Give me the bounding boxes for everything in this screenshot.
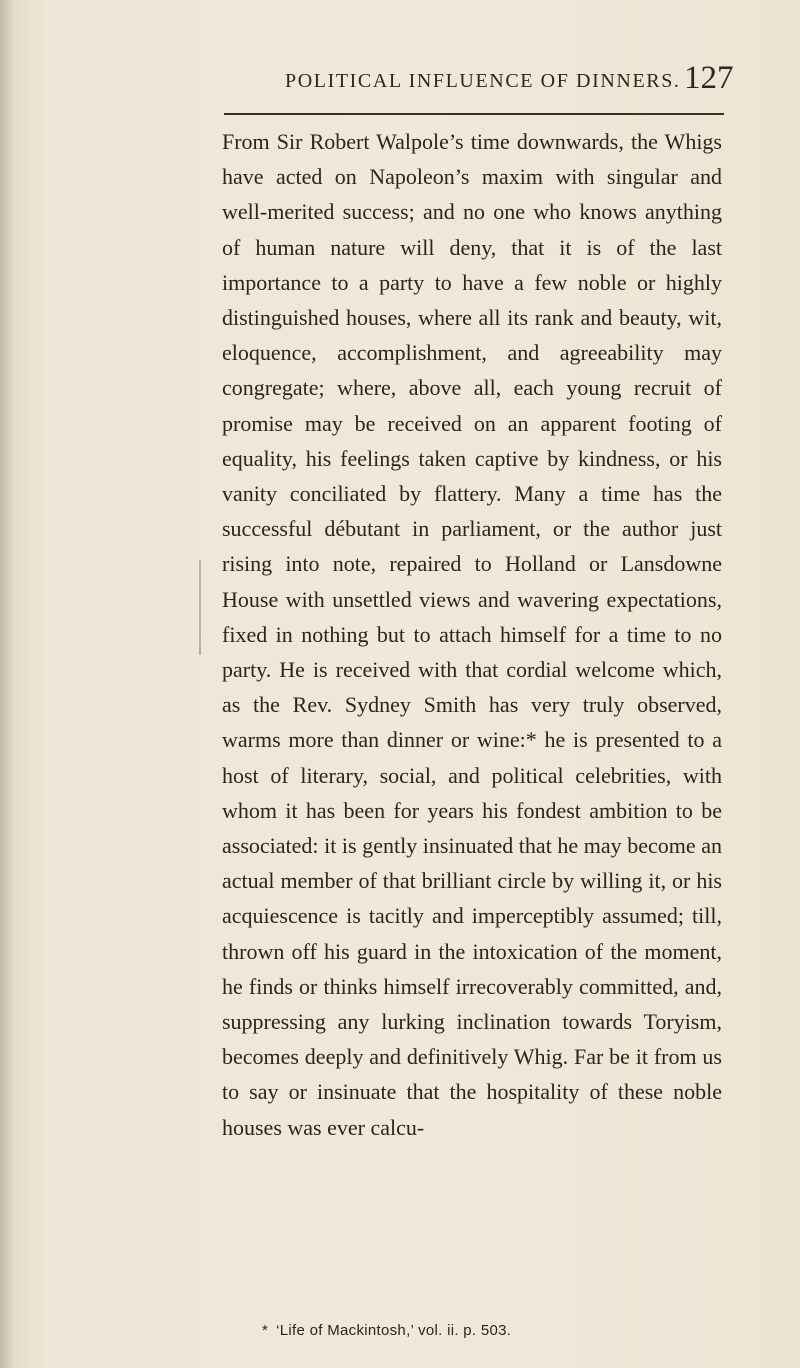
header-rule (224, 113, 724, 115)
body-text (222, 124, 722, 1145)
footnote-mark: * (262, 1322, 269, 1339)
running-head: POLITICAL INFLUENCE OF DINNERS. (285, 70, 681, 92)
gutter-shadow (0, 0, 14, 1368)
page-edge-mark (199, 560, 201, 655)
paragraph: From Sir Robert Walpole’s time downwards, the Whigs have acted on Napoleon’s maxim with singular and well-merited success; and no one who knows anything of human nature will deny, that it is of the last importance to a party to have a few noble or highly distinguished houses, where all its rank and beauty, wit, eloquence, accomplishment, and agreeability may congregate; where, above all, each young recruit of promise may be received on an apparent footing of equality, his feelings taken captive by kindness, or his vanity conciliated by flattery. Many a time has the successful débutant in parliament, or the author just rising into note, repaired to Holland or Lansdowne House with unsettled views and wavering expectations, fixed in nothing but to attach himself for a time to no party. He is received with that cordial welcome which, as the Rev. Sydney Smith has very truly observed, warms more than dinner or wine:* he is presented to a host of literary, social, and political celebrities, with whom it has been for years his fondest ambition to be associated: it is gently insinuated that he may become an actual member of that brilliant circle by willing it, or his acquiescence is tacitly and imperceptibly assumed; till, thrown off his guard in the intoxication of the moment, he finds or thinks himself irrecoverably committed, and, suppressing any lurking inclination towards Toryism, becomes deeply and definitively Whig. Far be it from us to say or insinuate that the hospitality of these noble houses was ever calcu- (222, 129, 722, 1140)
page-number: 127 (684, 60, 734, 96)
footnote (262, 1322, 511, 1339)
footnote-text: ‘Life of Mackintosh,’ vol. ii. p. 503. (276, 1322, 512, 1339)
page-header (0, 60, 800, 110)
